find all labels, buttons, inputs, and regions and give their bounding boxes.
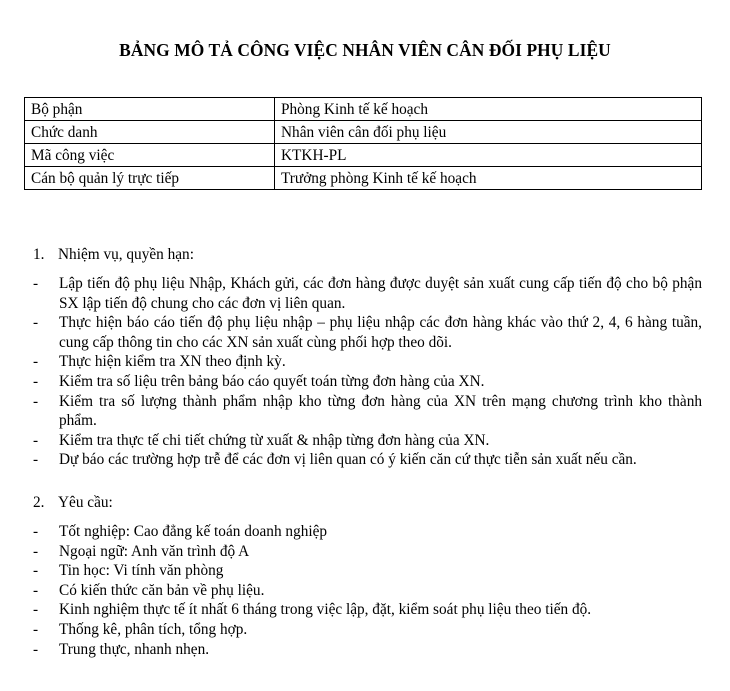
- list-item: - Trung thực, nhanh nhẹn.: [33, 640, 210, 658]
- table-value: Nhân viên cân đối phụ liệu: [275, 121, 702, 144]
- section-title: Nhiệm vụ, quyền hạn:: [58, 246, 194, 263]
- duties-list: [33, 274, 702, 470]
- list-item: - Kiểm tra số lượng thành phẩm nhập kho từng đơn hàng của XN trên mạng chương trình kho thành phẩm.: [33, 392, 702, 430]
- table-label: Chức danh: [25, 121, 275, 144]
- list-item: - Ngoại ngữ: Anh văn trình độ A: [33, 542, 250, 560]
- table-row: [25, 98, 702, 121]
- section-title: Yêu cầu:: [58, 494, 113, 511]
- table-row: [25, 121, 702, 144]
- document-title: BẢNG MÔ TẢ CÔNG VIỆC NHÂN VIÊN CÂN ĐỐI PHỤ LIỆU: [119, 40, 611, 60]
- job-info-table: [24, 97, 702, 190]
- table-value: Phòng Kinh tế kế hoạch: [275, 98, 702, 121]
- list-item: - Thống kê, phân tích, tổng hợp.: [33, 620, 248, 638]
- list-item: - Kinh nghiệm thực tế ít nhất 6 tháng trong việc lập, đặt, kiểm soát phụ liệu theo tiến độ.: [33, 601, 592, 619]
- section-2-heading: [33, 493, 113, 513]
- table-label: Cán bộ quản lý trực tiếp: [25, 167, 275, 190]
- table-label: Bộ phận: [25, 98, 275, 121]
- list-item: - Tốt nghiệp: Cao đẳng kế toán doanh nghiệp: [33, 523, 328, 540]
- section-1-heading: [33, 245, 194, 265]
- requirements-list: [33, 522, 702, 659]
- list-item: - Kiểm tra số liệu trên bảng báo cáo quyết toán từng đơn hàng của XN.: [33, 372, 485, 390]
- table-value: KTKH-PL: [275, 144, 702, 167]
- section-number: 2.: [33, 494, 45, 511]
- list-item: - Lập tiến độ phụ liệu Nhập, Khách gửi, các đơn hàng được duyệt sản xuất cung cấp tiến độ cho bộ phận SX lập tiến độ chung cho các đơn vị liên quan.: [33, 275, 702, 312]
- table-value: Trưởng phòng Kinh tế kế hoạch: [275, 167, 702, 190]
- list-item: - Dự báo các trường hợp trễ để các đơn vị liên quan có ý kiến căn cứ thực tiễn sản xuất nếu cần.: [33, 451, 637, 469]
- list-item: - Kiểm tra thực tế chi tiết chứng từ xuất & nhập từng đơn hàng của XN.: [33, 431, 490, 449]
- table-label: Mã công việc: [25, 144, 275, 167]
- table-row: [25, 144, 702, 167]
- list-item: - Thực hiện báo cáo tiến độ phụ liệu nhập – phụ liệu nhập các đơn hàng khác vào thứ 2, 4, 6 hàng tuần, cung cấp thông tin cho các XN sản xuất cùng phối hợp theo dõi.: [33, 314, 702, 351]
- list-item: - Tin học: Vi tính văn phòng: [33, 562, 224, 580]
- section-number: 1.: [33, 246, 45, 263]
- list-item: - Có kiến thức căn bản về phụ liệu.: [33, 581, 265, 599]
- list-item: - Thực hiện kiểm tra XN theo định kỳ.: [33, 353, 286, 371]
- table-row: [25, 167, 702, 190]
